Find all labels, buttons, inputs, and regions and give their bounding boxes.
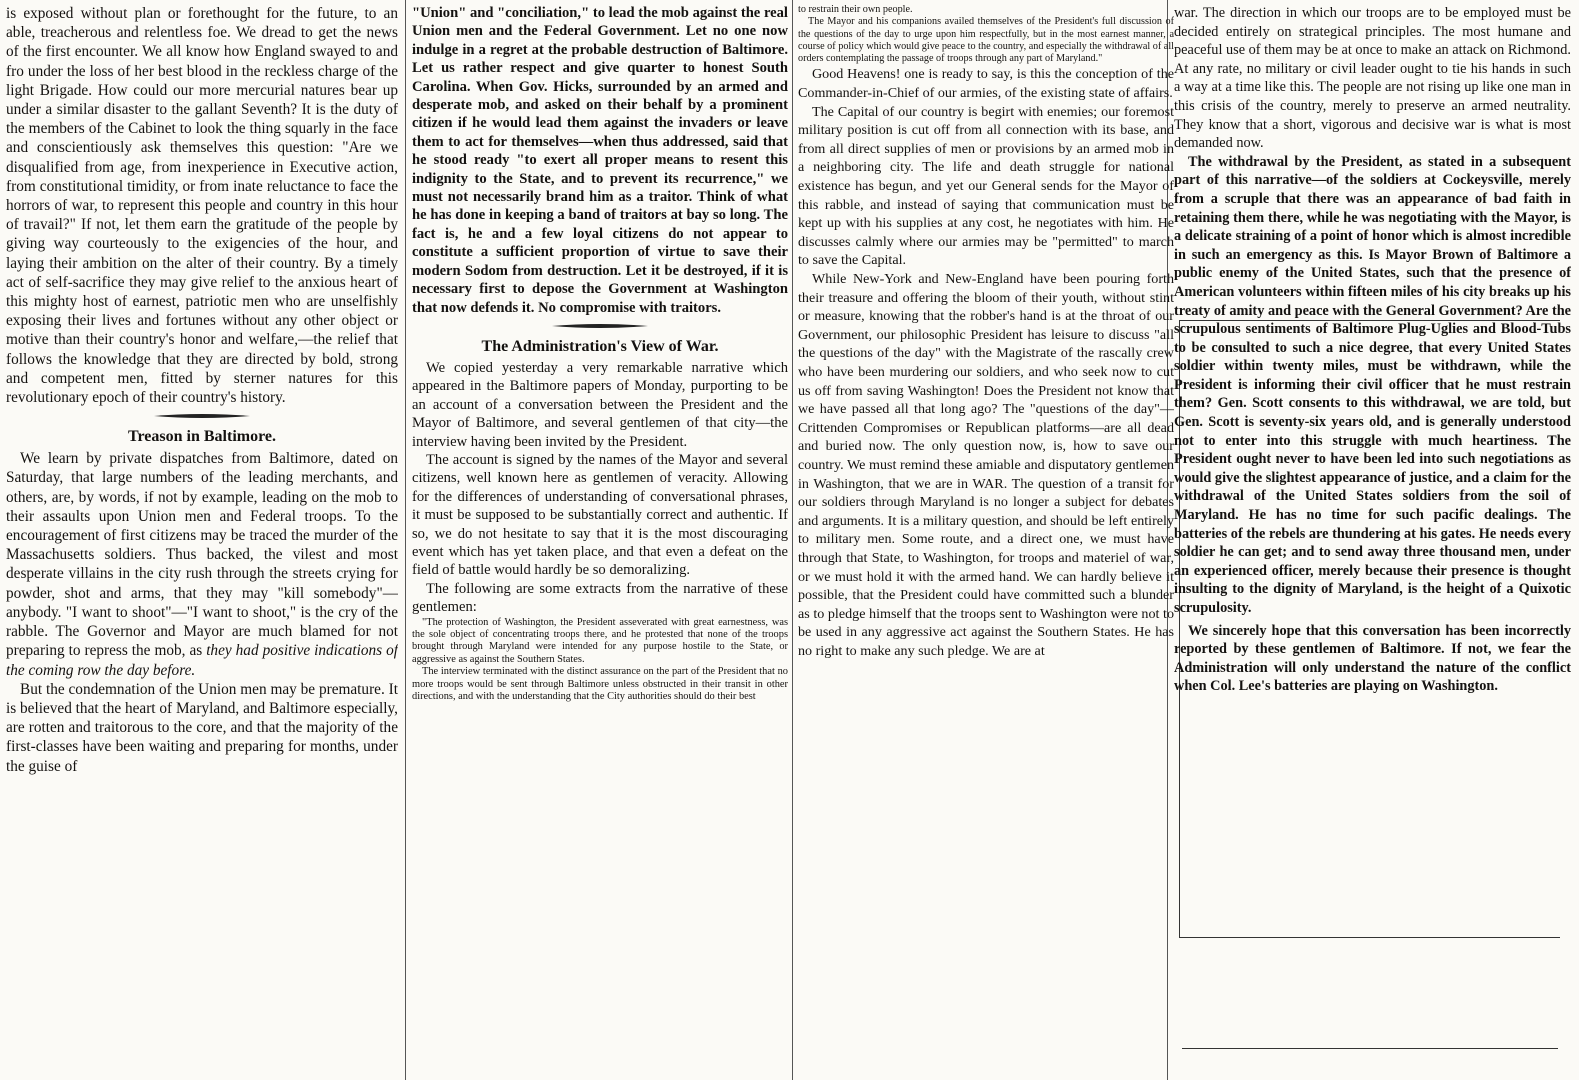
quoted-extract: "The protection of Washington, the President asseverated with great earnestness, was the sole object of concentrating troops there, and he protested that none of the troops brought through Maryland were intended for any purpose hostile to the State, or aggressive as against the Southern States. [412, 616, 788, 665]
column-3 [798, 4, 1174, 1076]
paragraph: The following are some extracts from the narrative of these gentlemen: [412, 580, 788, 616]
article-heading: Treason in Baltimore. [128, 428, 276, 446]
paragraph: "Union" and "conciliation," to lead the mob against the real Union men and the Federal Government. Let no one now indulge in a regret at the probable destruction of Baltimore. Let us rather respect and give quarter to honest South Carolina. When Gov. Hicks, surrounded by an armed and desperate mob, and asked on their behalf by a prominent citizen if he would lead them against the invaders or leave them to act for themselves—when thus addressed, said that he stood ready "to exert all proper means to resent this indignity to the State, and to prevent its recurrence," we must not necessarily brand him as a traitor. Think of what he has done in keeping a band of traitors at bay so long. The fact is, he and a few loyal citizens do not appear to constitute a sufficient proportion of virtue to save their modern Sodom from destruction. Let it be destroyed, if it is necessary first to depose the Government at Washington that now defends it. No compromise with traitors. [412, 5, 788, 316]
column-rule [792, 0, 793, 1080]
paragraph: The withdrawal by the President, as stated in a subsequent part of this narrative—of the soldiers at Cockeysville, merely from a scruple that there was an appearance of bad faith in retaining them there, while he was negotiating with the Mayor, is a delicate straining of a point of honor which is almost incredible in such an emergency as this. Is Mayor Brown of Baltimore a public enemy of the United States, such that the presence of American volunteers within fifteen miles of his city breaks up his treaty of amity and peace with the General Government? Are the scrupulous sentiments of Baltimore Plug-Uglies and Blood-Tubs to be consulted to such a nice degree, that every United States soldier within twenty miles, must be withdrawn, while the President is informing their civil officer that he must restrain them? Gen. Scott consents to this withdrawal, we are told, but Gen. Scott is seventy-six years old, and is generally understood not to enter into this struggle with much heartiness. The President ought never to have been led into such negotiations as would give the slightest appearance of justice, and a claim for the withdrawal of the United States soldiers from the soil of Maryland. He has no time for such pacific dealings. The batteries of the rebels are thundering at his gates. He needs every soldier he can get; and to send away three thousand men, under an experienced officer, merely because their presence is thought insulting to the dignity of Maryland, is the height of a Quixotic scrupulosity. [1174, 153, 1571, 616]
paragraph: war. The direction in which our troops are to be employed must be decided entirely on strategical principles. The most humane and peaceful use of them may be at once to make an attack on Richmond. At any rate, no military or civil leader ought to tie his hands in such a way at a time like this. The people are not rising up like one man in this crisis of the country, merely to preserve an armed neutrality. They know that a short, vigorous and decisive war is what is most demanded now. [1174, 5, 1571, 152]
quoted-extract: The Mayor and his companions availed themselves of the President's full discussion of the questions of the day to urge upon him respectfully, but in the most earnest manner, a course of policy which would give peace to the country, and especially the withdrawal of all orders contemplating the passage of troops through any part of Maryland." [798, 16, 1174, 65]
paragraph: The account is signed by the names of the Mayor and several citizens, well known here as gentlemen of veracity. Allowing for the differences of understanding of conversational phrases, it must be supposed to be substantially correct and authentic. If so, we do not hesitate to say that it is the most discouraging event which has yet taken place, and that even a defeat on the field of battle would hardly be so demoralizing. [412, 451, 788, 579]
paragraph [6, 449, 398, 679]
paragraph-text: We learn by private dispatches from Baltimore, dated on Saturday, that large numbers of the leading merchants, and others, are, by words, if not by example, leading on the mob to their assaults upon Union men and Federal troops. To the encouragement of first citizens may be traced the murder of the Massachusetts soldiers. Thus backed, the vilest and most desperate villains in the city rush through the streets crying for powder, shot and arms, that they may "kill somebody"—anybody. "I want to shoot"—"I want to shoot," is the cry of the rabble. The Governor and Mayor are much blamed for not preparing to repress the mob, as [6, 450, 398, 660]
paragraph: While New-York and New-England have been pouring forth their treasure and offering the bloom of their youth, without stint or measure, knowing that the robber's hand is at the throat of our Government, our philosophic President has leisure to discuss "all the questions of the day" with the Magistrate of the rascally crew who have been murdering our soldiers, and who seek now to cut us off from saving Washington! Does the President not know that we have passed all that long ago? The "questions of the day"—Crittenden Compromises or Republican platforms—are all dead and buried now. The only question now, is, how to save our country. We must remind these amiable and disputatory gentlemen in Washington, that we are in WAR. The question of a transit for our soldiers through Maryland is no longer a subject for debates and arguments. It is a military question, and should be left entirely to military men. Some route, and a direct one, we must have through that State, to Washington, for troops and materiel of war, or we must hold it with the armed hand. We can hardly believe it possible, that the President could have committed such a blunder as to pledge himself that the troops sent to Washington were not to be used in any aggressive act against the Southern States. He has no right to make any such pledge. We are at [798, 271, 1174, 659]
paragraph: Good Heavens! one is ready to say, is this the conception of the Commander-in-Chief of our armies, of the existing state of affairs. [798, 66, 1174, 102]
section-divider [154, 413, 250, 419]
italic-text: they had positive indications of the coming row the day before. [6, 642, 398, 679]
article-heading: The Administration's View of War. [481, 337, 719, 355]
quoted-extract: The interview terminated with the distinct assurance on the part of the President that no more troops would be sent through Baltimore unless obstructed in their transit in other directions, and with the understanding that the City authorities should do their best [412, 666, 788, 703]
section-divider [552, 323, 648, 329]
column-1 [6, 4, 398, 1076]
paragraph: But the condemnation of the Union men may be premature. It is believed that the heart of Maryland, and Baltimore especially, are rotten and traitorous to the core, and that the majority of the first-classes have been waiting and preparing for months, under the guise of [6, 680, 398, 775]
column-4 [1174, 4, 1571, 1076]
paragraph: We sincerely hope that this conversation has been incorrectly reported by these gentlemen of Baltimore. If not, we fear the Administration will only understand the nature of the conflict when Col. Lee's batteries are playing on Washington. [1174, 622, 1571, 695]
paragraph: We copied yesterday a very remarkable narrative which appeared in the Baltimore papers of Monday, purporting to be an account of a conversation between the President and the Mayor of Baltimore, and several gentlemen of that city—the interview having been invited by the President. [412, 359, 788, 450]
paragraph: is exposed without plan or forethought for the future, to an able, treacherous and relentless foe. We dread to get the news of the first encounter. We all know how England swayed to and fro under the loss of her best blood in the reckless charge of the light Brigade. How could our more mercurial natures bear up under a similar disaster to the gallant Seventh? It is the duty of the members of the Cabinet to look the thing squarly in the face and conscientiously ask themselves this question: "Are we disqualified from age, from inexperience in Executive action, from constitutional timidity, or from inate reluctance to face the horrors of war, to represent this people and country in this hour of travail?" If not, let them earn the gratitude of the people by giving way courteously to the exigencies of the hour, and laying their ambition on the alter of their country. By a timely act of self-sacrifice they may give relief to the anxious heart of this mighty host of earnest, patriotic men who are unselfishly exposing their lives and fortunes without any other object or motive than their country's honor and welfare,—the relief that follows the knowledge that they are directed by bold, strong and competent men, fitted by sterner natures for this revolutionary epoch of their country's history. [6, 5, 398, 407]
column-2 [412, 4, 788, 1076]
quoted-extract: to restrain their own people. [798, 4, 913, 15]
column-rule [405, 0, 406, 1080]
paragraph: The Capital of our country is begirt with enemies; our foremost military position is cut off from all connection with its base, and from all direct supplies of men or provisions by an armed mob in a neighboring city. The life and death struggle for national existence has begun, and yet our General sends for the Mayor of this rabble, and instead of saying that communication must be kept up with his supplies at any cost, he negotiates with him. He discusses calmly where our armies may be "permitted" to march to save the Capital. [798, 103, 1174, 269]
